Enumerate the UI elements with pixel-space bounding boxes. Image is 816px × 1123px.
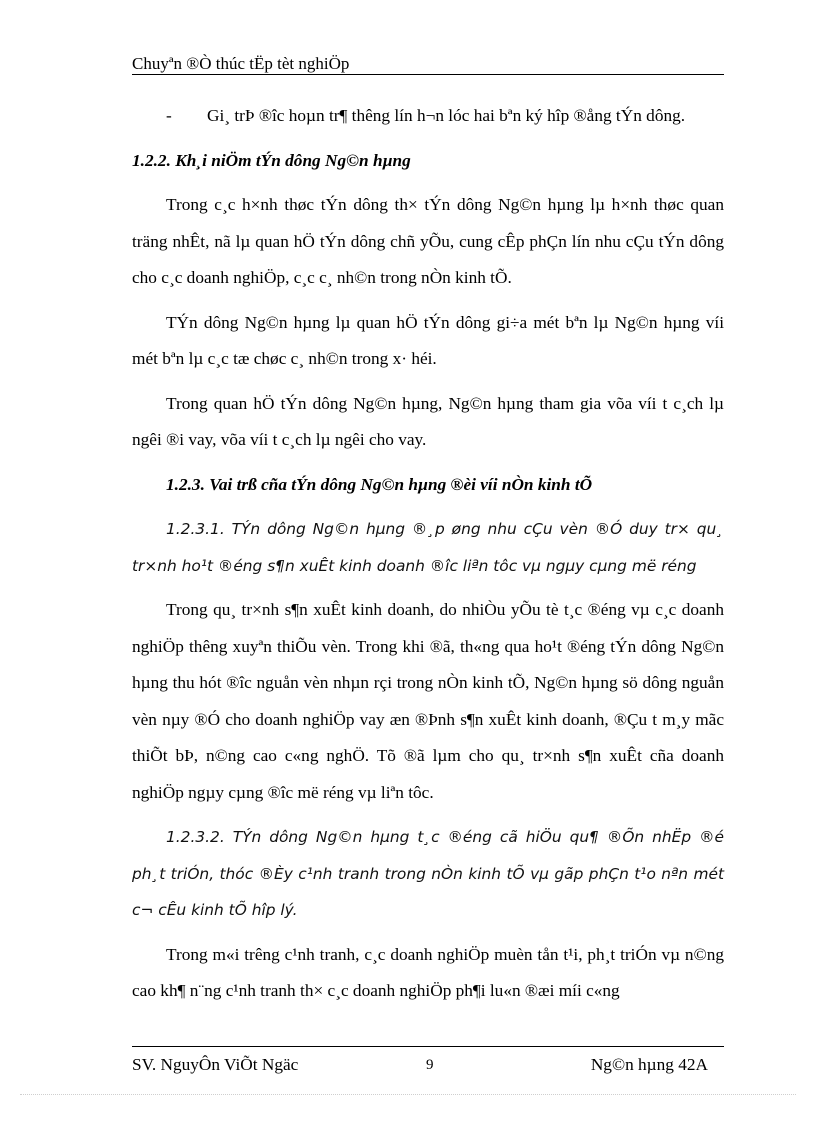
paragraph-2: TÝn dông Ng©n hµng lµ quan hÖ tÝn dông gi÷a mét bªn lµ Ng©n hµng víi mét bªn lµ c¸c tæ chøc c¸ nh©n trong x· héi. — [132, 312, 724, 368]
paragraph-3: Trong quan hÖ tÝn dông Ng©n hµng, Ng©n hµng tham gia võa víi t c¸ch lµ ngêi ®i vay, võa víi t c¸ch lµ ngêi cho vay. — [132, 393, 724, 449]
document-body — [132, 98, 724, 1018]
footer-class: Ng©n hµng 42A — [590, 1055, 708, 1074]
subsection-heading-1-2-3-1: 1.2.3.1. TÝn dông Ng©n hµng ®¸p øng nhu cÇu vèn ®Ó duy tr× qu¸ tr×nh ho¹t ®éng s¶n xuÊt kinh doanh ®îc liªn tôc vµ ngµy cµng më réng — [132, 520, 724, 575]
section-heading-1-2-2: 1.2.2. Kh¸i niÖm tÝn dông Ng©n hµng — [132, 150, 411, 170]
running-header: Chuyªn ®Ò thúc tËp tèt nghiÖp — [132, 54, 350, 73]
bullet-item — [132, 98, 724, 135]
footer-author: SV. NguyÔn ViÕt Ngäc — [132, 1055, 299, 1074]
page-bottom-dotted-rule — [20, 1094, 796, 1095]
paragraph-5: Trong m«i trêng c¹nh tranh, c¸c doanh nghiÖp muèn tån t¹i, ph¸t triÓn vµ n©ng cao kh¶ n¨ng c¹nh tranh th× c¸c doanh nghiÖp ph¶i lu«n ®æi míi c«ng — [132, 944, 724, 1000]
subsection-heading-1-2-3-2: 1.2.3.2. TÝn dông Ng©n hµng t¸c ®éng cã hiÖu qu¶ ®Õn nhËp ®é ph¸t triÓn, thóc ®Èy c¹nh tranh trong nÒn kinh tÕ vµ gãp phÇn t¹o nªn mét c¬ cÊu kinh tÕ hîp lý. — [132, 828, 724, 919]
bullet-dash: - — [166, 106, 172, 125]
header-rule — [132, 74, 724, 75]
bullet-text: Gi¸ trÞ ®îc hoµn tr¶ thêng lín h¬n lóc hai bªn ký hîp ®ång tÝn dông. — [207, 106, 686, 125]
paragraph-4: Trong qu¸ tr×nh s¶n xuÊt kinh doanh, do nhiÒu yÕu tè t¸c ®éng vµ c¸c doanh nghiÖp thêng xuyªn thiÕu vèn. Trong khi ®ã, th«ng qua ho¹t ®éng tÝn dông Ng©n hµng thu hót ®îc nguån vèn nhµn rçi trong nÒn kinh tÕ, Ng©n hµng sö dông nguån vèn nµy ®Ó cho doanh nghiÖp vay æn ®Þnh s¶n xuÊt kinh doanh, ®Çu t m¸y mãc thiÕt bÞ, n©ng cao c«ng nghÖ. Tõ ®ã lµm cho qu¸ tr×nh s¶n xuÊt cña doanh nghiÖp ngµy cµng ®îc më réng vµ liªn tôc. — [132, 600, 724, 802]
page-footer — [132, 1052, 724, 1078]
paragraph-1: Trong c¸c h×nh thøc tÝn dông th× tÝn dông Ng©n hµng lµ h×nh thøc quan träng nhÊt, nã lµ quan hÖ tÝn dông chñ yÕu, cung cÊp phÇn lín nhu cÇu tÝn dông cho c¸c doanh nghiÖp, c¸c c¸ nh©n trong nÒn kinh tÕ. — [132, 195, 724, 287]
page-number: 9 — [426, 1057, 434, 1073]
section-heading-1-2-3: 1.2.3. Vai trß cña tÝn dông Ng©n hµng ®èi víi nÒn kinh tÕ — [166, 474, 593, 494]
footer-rule — [132, 1046, 724, 1047]
